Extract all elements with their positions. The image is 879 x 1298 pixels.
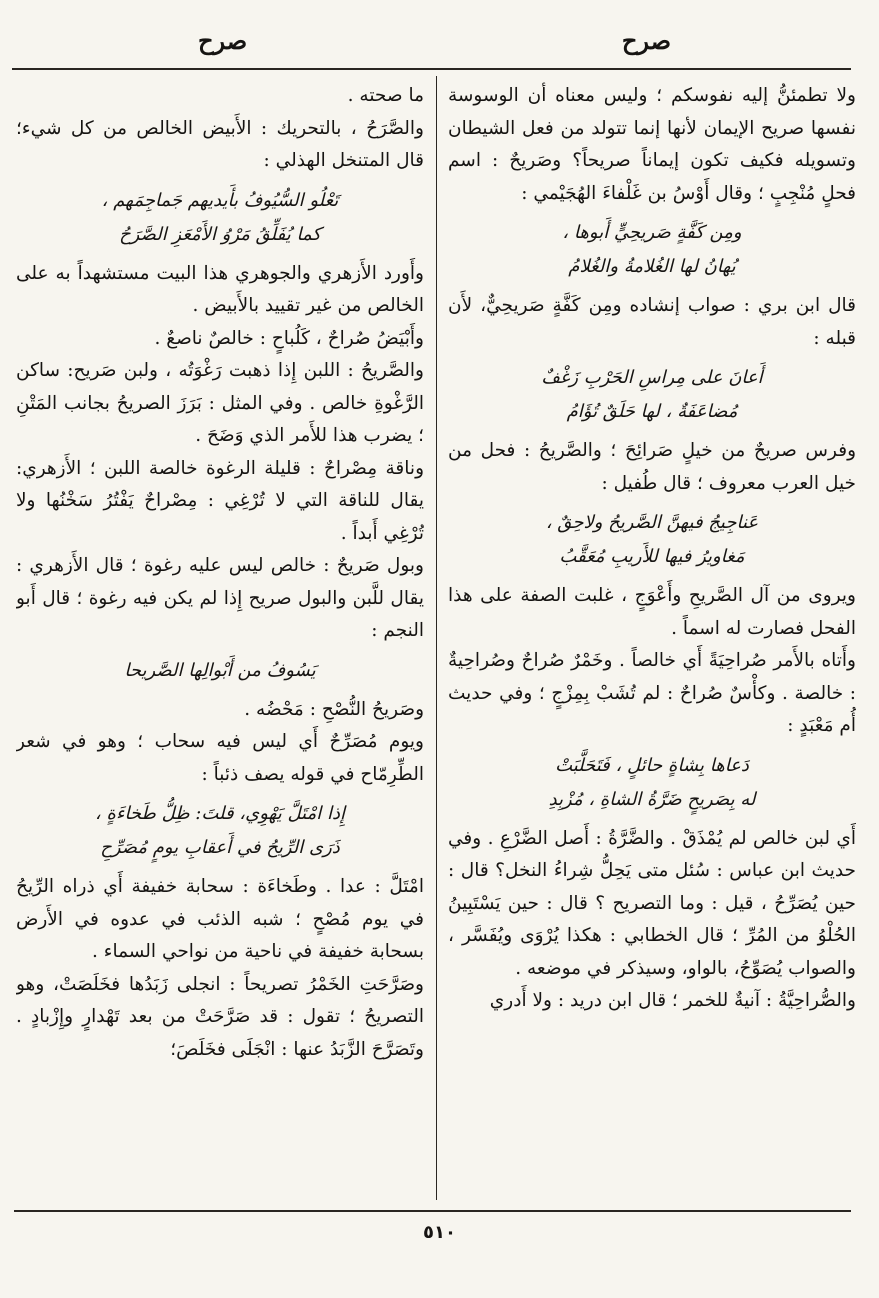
entry-paragraph: قال ابن بري : صواب إنشاده ومِن كَفَّةٍ صَريحِيٌّ، لأَن قبله :: [448, 295, 856, 349]
verse-line: تَعْلُو السُّيُوفُ بأَيديهم جَماجِمَهم ،: [101, 189, 339, 211]
entry-paragraph: ويوم مُصَرِّحٌ أَي ليس فيه سحاب ؛ وهو في شعر الطِّرِمّاح في قوله يصف ذئباً :: [16, 731, 424, 785]
entry-paragraph: أَي لبن خالص لم يُمْذَقْ . والضَّرَّةُ : أَصل الضَّرْعِ . وفي حديث ابن عباس : سُئل متى يَحِلُّ شِراءُ النخل؟ قال : حين يُصَرِّحُ ، قيل : وما التصريح ؟ قال : حين يَسْتَبِينُ الحُلْوُ من المُرِّ ؛ قال الخطابي : هكذا يُرْوَى ويُفَسَّر ، والصواب يُصَوِّحُ، بالواو، وسيذكر في موضعه .: [448, 827, 856, 979]
right-column: [448, 80, 856, 1200]
verse-line: كما يُفَلِّقُ مَرْوُ الأَمْعَزِ الصَّرَحُ: [119, 223, 321, 245]
verse-line: إِذا امْتَلَّ يَهْوِي، قلتَ: ظِلُّ طَخاءَةٍ ،: [95, 803, 345, 824]
verse-line: مُضاعَفَةٌ ، لها حَلَقٌ تُؤَامُ: [566, 401, 738, 422]
entry-paragraph: وأَبْيَضُ صُراحٌ ، كَلُباحٍ : خالصٌ ناصعٌ .: [154, 327, 424, 349]
entry-paragraph: وصَرَّحَتِ الخَمْرُ تصريحاً : انجلى زَبَدُها فخَلَصَتْ، وهو التصريحُ ؛ تقول : قد صَرَّحَتْ من بعد تَهْدارٍ وإِزْبادٍ . وتَصَرَّحَ الزَّبَدُ عنها : انْجَلَى فخَلَصَ؛: [16, 973, 424, 1060]
verse-quote: [16, 184, 424, 252]
entry-paragraph: ولا تطمئنُّ إليه نفوسكم ؛ وليس معناه أن الوسوسة نفسها صريح الإيمان لأنها إنما تتولد من فعل الشيطان وتسويله فكيف تكون إيماناً صريحاً؟ وصَريحٌ : اسم فحلٍ مُنْجِبٍ ؛ وقال أَوْسُ بن غَلْفاءَ الهُجَيْمي :: [448, 85, 856, 204]
entry-paragraph: والصُّراحِيَّةُ : آنيةٌ للخمر ؛ قال ابن دريد : ولا أَدري: [489, 990, 856, 1011]
verse-quote: [448, 216, 856, 284]
verse-line: ذَرَى الرِّيحُ في أَعقابِ يومٍ مُصَرِّحِ: [100, 837, 340, 858]
verse-quote: [448, 506, 856, 574]
verse-line: يُهانُ لها الغُلامةُ والغُلامُ: [568, 256, 736, 277]
entry-paragraph: والصَّريحُ : اللبن إِذا ذهبت رَغْوَتُه ، ولبن صَريح: ساكن الرَّغْوةِ خالص . وفي المثل : بَرَزَ الصريحُ بجانب المَتْنِ ؛ يضرب هذا للأَمر الذي وَضَحَ .: [16, 360, 424, 446]
page-header: [18, 26, 851, 70]
verse-quote: [448, 749, 856, 817]
verse-line: يَسُوفُ من أَبْوالِها الصَّريحا: [124, 659, 316, 681]
verse-line: ومِن كَفَّةٍ صَريحِيٍّ أَبوها ،: [562, 222, 742, 243]
verse-quote: [16, 654, 424, 688]
entry-paragraph: وأَورد الأَزهري والجوهري هذا البيت مستشهداً به على الخالص من غير تقييد بالأَبيض .: [16, 262, 424, 316]
page-number: ٥١٠: [423, 1222, 456, 1243]
header-keyword-right: صرح: [621, 26, 671, 55]
entry-paragraph: ويروى من آل الصَّريحِ وأَعْوَجٍ ، غلبت الصفة على هذا الفحل فصارت له اسماً .: [448, 585, 856, 639]
left-column: [16, 80, 424, 1200]
verse-quote: [448, 361, 856, 429]
entry-paragraph: امْتَلَّ : عدا . وطَخاءَة : سحابة خفيفة أَي ذراه الرِّيحُ في يوم مُصْحٍ ؛ شبه الذئب في عدوه في الأَرض بسحابة خفيفة في ناحية من نواحي السماء .: [16, 876, 424, 962]
verse-line: مَغاويرُ فيها للأَريبِ مُعَقَّبُ: [559, 546, 745, 567]
column-divider: [436, 76, 437, 1200]
verse-line: أَعانَ على مِراسِ الحَرْبِ زَغْفٌ: [541, 367, 763, 388]
entry-paragraph: وبول صَريحٌ : خالص ليس عليه رغوة ؛ قال الأَزهري : يقال للَّبن والبول صريح إِذا لم يكن فيه رغوة ؛ قال أَبو النجم :: [16, 555, 424, 641]
entry-paragraph: وناقة مِصْراحٌ : قليلة الرغوة خالصة اللبن ؛ الأَزهري: يقال للناقة التي لا تُرْغِي : مِصْراحٌ يَفْتُرُ سَخْنُها ولا تُرْغِي أَبداً .: [16, 457, 424, 544]
entry-paragraph: والصَّرَحُ ، بالتحريك : الأَبيض الخالص من كل شيء؛ قال المتنخل الهذلي :: [16, 117, 424, 171]
verse-quote: [16, 797, 424, 865]
bottom-rule: [14, 1210, 851, 1212]
entry-paragraph: ما صحته .: [347, 85, 424, 106]
verse-line: دَعاها بِشاةٍ حائلٍ ، فَتَحَلَّبَتْ: [555, 754, 749, 776]
entry-paragraph: وصَريحُ النُّصْحِ : مَحْضُه .: [244, 698, 424, 720]
verse-line: له بِصَريحٍ ضَرَّةُ الشاةِ ، مُزْبِدِ: [548, 788, 756, 810]
entry-paragraph: وفرس صريحٌ من خيلٍ صَرائِحَ ؛ والصَّريحُ : فحل من خيل العرب معروف ؛ قال طُفيل :: [448, 440, 856, 494]
entry-paragraph: وأَتاه بالأَمر صُراحِيَةً أَي خالصاً . وخَمْرٌ صُراحٌ وصُراحِيةٌ : خالصة . وكأْسٌ صُراحٌ : لم تُشَبْ بِمِزْجٍ ؛ وفي حديث أُم مَعْبَدٍ :: [448, 650, 856, 736]
header-keyword-left: صرح: [198, 26, 248, 55]
top-rule: [12, 68, 851, 70]
verse-line: عَناجِيجُ فيهنَّ الصَّريحُ ولاحِقٌ ،: [545, 512, 759, 533]
